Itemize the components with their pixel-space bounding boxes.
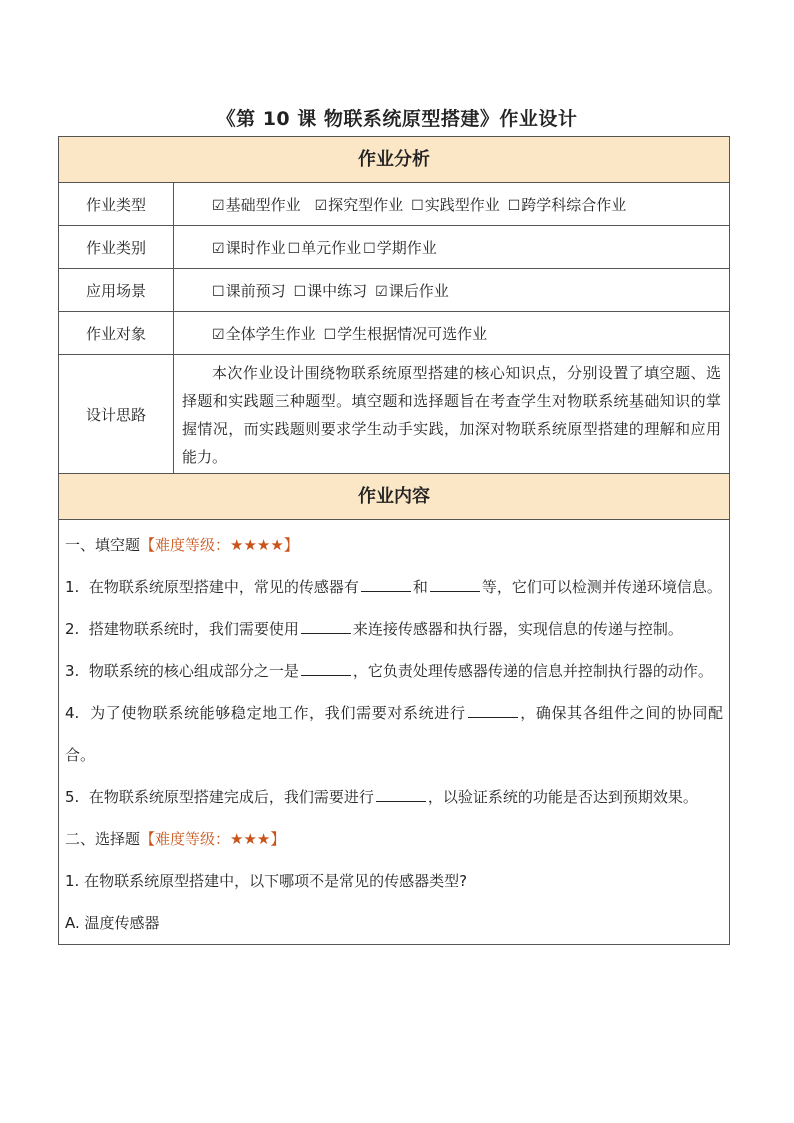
question-text: ，它负责处理传感器传递的信息并控制执行器的动作。 bbox=[352, 662, 713, 680]
question-item bbox=[65, 776, 723, 818]
content-body bbox=[59, 520, 729, 944]
option[interactable] bbox=[212, 280, 286, 301]
option-label: 全体学生作业 bbox=[225, 324, 316, 343]
checkbox-icon: ☐ bbox=[411, 197, 424, 214]
row-options bbox=[174, 312, 729, 354]
answer-blank[interactable] bbox=[301, 619, 351, 634]
question-item bbox=[65, 608, 723, 650]
option[interactable] bbox=[212, 323, 316, 344]
option-label: 学期作业 bbox=[376, 238, 437, 257]
question-text: 为了使物联系统能够稳定地工作，我们需要对系统进行 bbox=[90, 704, 466, 722]
question-text: ，以验证系统的功能是否达到预期效果。 bbox=[427, 788, 698, 806]
question-number: 1. bbox=[65, 578, 80, 596]
option-label: 单元作业 bbox=[301, 238, 362, 257]
question-item bbox=[65, 650, 723, 692]
option[interactable] bbox=[212, 194, 301, 215]
section-label: 一、填空题 bbox=[65, 536, 141, 554]
option[interactable] bbox=[288, 237, 362, 258]
option-label: 课后作业 bbox=[388, 281, 449, 300]
checkbox-icon: ☑ bbox=[314, 197, 328, 214]
answer-blank[interactable] bbox=[468, 703, 518, 718]
option[interactable] bbox=[315, 194, 404, 215]
row-options bbox=[174, 183, 729, 225]
row-label: 作业类别 bbox=[59, 226, 174, 268]
option-label: 课时作业 bbox=[225, 238, 286, 257]
option-label: 基础型作业 bbox=[225, 195, 301, 214]
checkbox-icon: ☑ bbox=[212, 326, 225, 343]
checkbox-icon: ☐ bbox=[293, 283, 307, 300]
answer-blank[interactable] bbox=[376, 787, 426, 802]
answer-blank[interactable] bbox=[361, 577, 411, 592]
difficulty-badge: 【难度等级：★★★】 bbox=[140, 830, 286, 848]
question-text: 等，它们可以检测并传递环境信息。 bbox=[481, 578, 722, 596]
question-item bbox=[65, 692, 723, 776]
question-text: 和 bbox=[412, 578, 428, 596]
row-target bbox=[59, 312, 729, 355]
checkbox-icon: ☐ bbox=[323, 326, 337, 343]
option-label: 课前预习 bbox=[225, 281, 286, 300]
difficulty-badge: 【难度等级：★★★★】 bbox=[140, 536, 299, 554]
question-number: 3. bbox=[65, 662, 80, 680]
row-label: 作业类型 bbox=[59, 183, 174, 225]
row-label: 作业对象 bbox=[59, 312, 174, 354]
homework-sheet bbox=[58, 136, 730, 945]
question-text: 物联系统的核心组成部分之一是 bbox=[88, 662, 299, 680]
design-text: 本次作业设计围绕物联系统原型搭建的核心知识点，分别设置了填空题、选择题和实践题三种题型。填空题和选择题旨在考查学生对物联系统基础知识的掌握情况，而实践题则要求学生动手实践，加深对物联系统原型搭建的理解和应用能力。 bbox=[182, 364, 721, 466]
content-heading: 作业内容 bbox=[59, 474, 729, 520]
option[interactable] bbox=[363, 237, 437, 258]
question-text: 在物联系统原型搭建完成后，我们需要进行 bbox=[88, 788, 374, 806]
option-label: 学生根据情况可选作业 bbox=[337, 324, 488, 343]
option-label: 实践型作业 bbox=[424, 195, 500, 214]
row-options bbox=[174, 269, 729, 311]
checkbox-icon: ☐ bbox=[363, 240, 376, 257]
choice-option-a[interactable]: A. 温度传感器 bbox=[65, 914, 160, 932]
question-text: 来连接传感器和执行器，实现信息的传递与控制。 bbox=[352, 620, 683, 638]
checkbox-icon: ☐ bbox=[212, 283, 225, 300]
option[interactable] bbox=[375, 280, 449, 301]
document-title: 《第 10 课 物联系统原型搭建》作业设计 bbox=[216, 108, 578, 130]
option[interactable] bbox=[324, 323, 488, 344]
question-number: 5. bbox=[65, 788, 80, 806]
checkbox-icon: ☐ bbox=[507, 197, 521, 214]
analysis-heading: 作业分析 bbox=[59, 137, 729, 183]
answer-blank[interactable] bbox=[301, 661, 351, 676]
question-number: 4. bbox=[65, 704, 80, 722]
row-scene bbox=[59, 269, 729, 312]
row-options bbox=[174, 226, 729, 268]
checkbox-icon: ☑ bbox=[212, 240, 225, 257]
checkbox-icon: ☑ bbox=[375, 283, 388, 300]
question-item bbox=[65, 566, 723, 608]
row-label: 应用场景 bbox=[59, 269, 174, 311]
row-design bbox=[59, 355, 729, 474]
row-category bbox=[59, 226, 729, 269]
question-text: 在物联系统原型搭建中，常见的传感器有 bbox=[88, 578, 359, 596]
answer-blank[interactable] bbox=[430, 577, 480, 592]
checkbox-icon: ☑ bbox=[212, 197, 225, 214]
option[interactable] bbox=[294, 280, 368, 301]
option[interactable] bbox=[508, 194, 627, 215]
section-title bbox=[65, 818, 723, 860]
question-text: 搭建物联系统时，我们需要使用 bbox=[88, 620, 299, 638]
checkbox-icon: ☐ bbox=[287, 240, 301, 257]
choice-question: 1. 在物联系统原型搭建中，以下哪项不是常见的传感器类型? bbox=[65, 872, 468, 890]
option-label: 探究型作业 bbox=[328, 195, 404, 214]
option[interactable] bbox=[411, 194, 500, 215]
row-label: 设计思路 bbox=[59, 355, 174, 473]
section-title bbox=[65, 524, 723, 566]
question-text: ，确保其各组件之间的协同配合。 bbox=[65, 704, 723, 764]
option[interactable] bbox=[212, 237, 286, 258]
question-number: 2. bbox=[65, 620, 80, 638]
option-label: 课中练习 bbox=[307, 281, 368, 300]
section-label: 二、选择题 bbox=[65, 830, 141, 848]
row-type bbox=[59, 183, 729, 226]
option-label: 跨学科综合作业 bbox=[521, 195, 627, 214]
